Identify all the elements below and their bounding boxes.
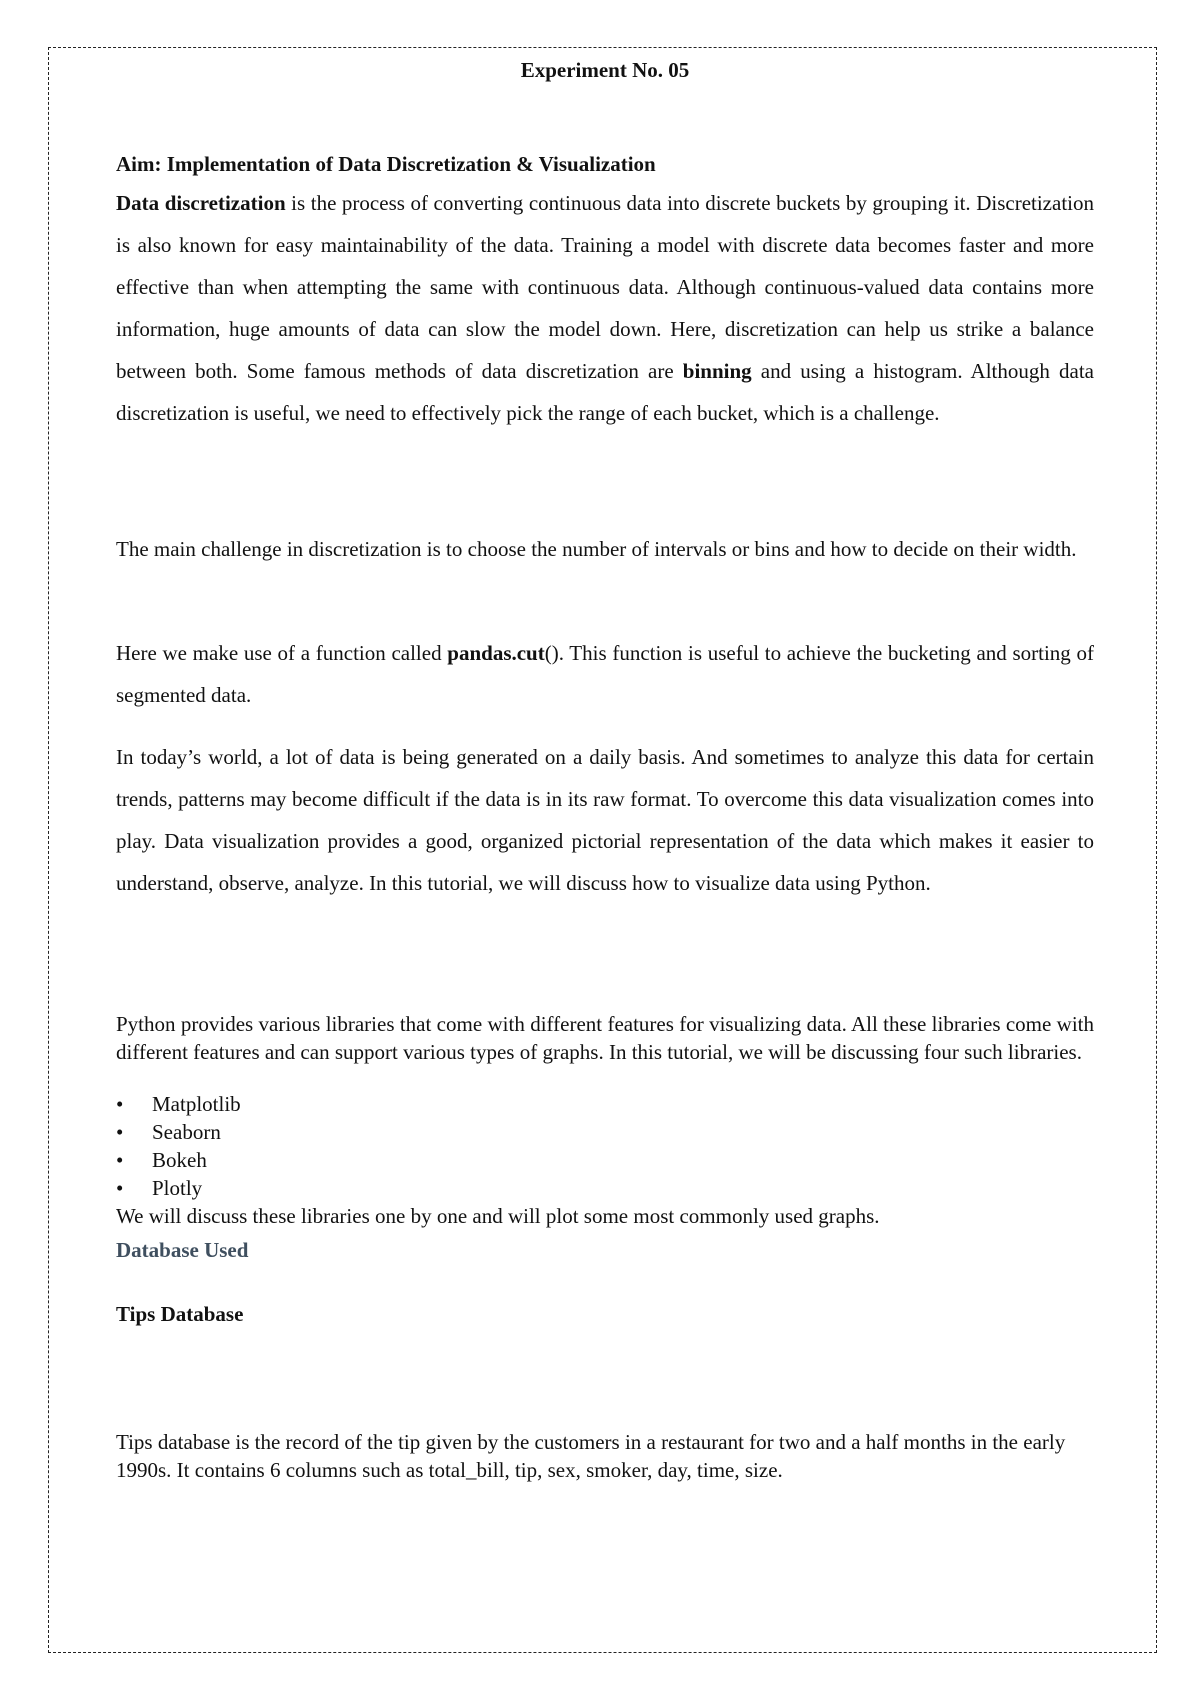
paragraph-tips-database: Tips database is the record of the tip given by the customers in a restaurant for two and a half months in the early 1990s. It contains 6 columns such as total_bill, tip, sex, smoker, day, time, size.	[116, 1430, 1066, 1482]
paragraph-libraries: Python provides various libraries that come with different features for visualizing data. All these libraries come with different features and can support various types of graphs. In this tutorial, we will be discussing four such libraries.	[116, 1012, 1094, 1064]
library-list	[116, 1090, 241, 1202]
term-binning: binning	[682, 359, 752, 383]
list-item-bokeh: • Bokeh	[116, 1146, 241, 1174]
tips-database-heading: Tips Database	[116, 1302, 244, 1326]
paragraph-visualization: In today’s world, a lot of data is being generated on a daily basis. And sometimes to analyze this data for certain trends, patterns may become difficult if the data is in its raw format. To overcome this data visualization comes into play. Data visualization provides a good, organized pictorial representation of the data which makes it easier to understand, observe, analyze. In this tutorial, we will discuss how to visualize data using Python.	[116, 745, 1094, 895]
list-item-seaborn: • Seaborn	[116, 1118, 241, 1146]
paragraph-pandas-cut	[116, 632, 1094, 716]
paragraph-discuss-libraries: We will discuss these libraries one by one and will plot some most commonly used graphs.	[116, 1204, 880, 1228]
database-used-heading: Database Used	[116, 1238, 249, 1262]
aim-heading: Aim: Implementation of Data Discretization & Visualization	[116, 152, 656, 176]
paragraph-discretization-text-2: and using a histogram. Although data discretization is useful, we need to effectively pick the range of each bucket, which is a challenge.	[116, 359, 1094, 425]
experiment-title: Experiment No. 05	[520, 58, 690, 82]
paragraph-discretization-text-1: is the process of converting continuous data into discrete buckets by grouping it. Discretization is also known for easy maintainability of the data. Training a model with discrete data becomes faster and more effective than when attempting the same with continuous data. Although continuous-valued data contains more information, huge amounts of data can slow the model down. Here, discretization can help us strike a balance between both. Some famous methods of data discretization are	[116, 191, 1094, 383]
term-pandas-cut: pandas.cut	[447, 641, 545, 665]
paragraph-challenge: The main challenge in discretization is to choose the number of intervals or bins and how to decide on their width.	[116, 537, 1077, 561]
list-item-plotly: • Plotly	[116, 1174, 241, 1202]
list-item-matplotlib: • Matplotlib	[116, 1090, 241, 1118]
term-data-discretization: Data discretization	[116, 191, 286, 215]
paragraph-pandas-cut-text-1: Here we make use of a function called	[116, 641, 448, 665]
paragraph-discretization	[116, 182, 1094, 434]
paragraph-pandas-cut-text-2: (). This function is useful to achieve the bucketing and sorting of segmented data.	[116, 641, 1094, 707]
